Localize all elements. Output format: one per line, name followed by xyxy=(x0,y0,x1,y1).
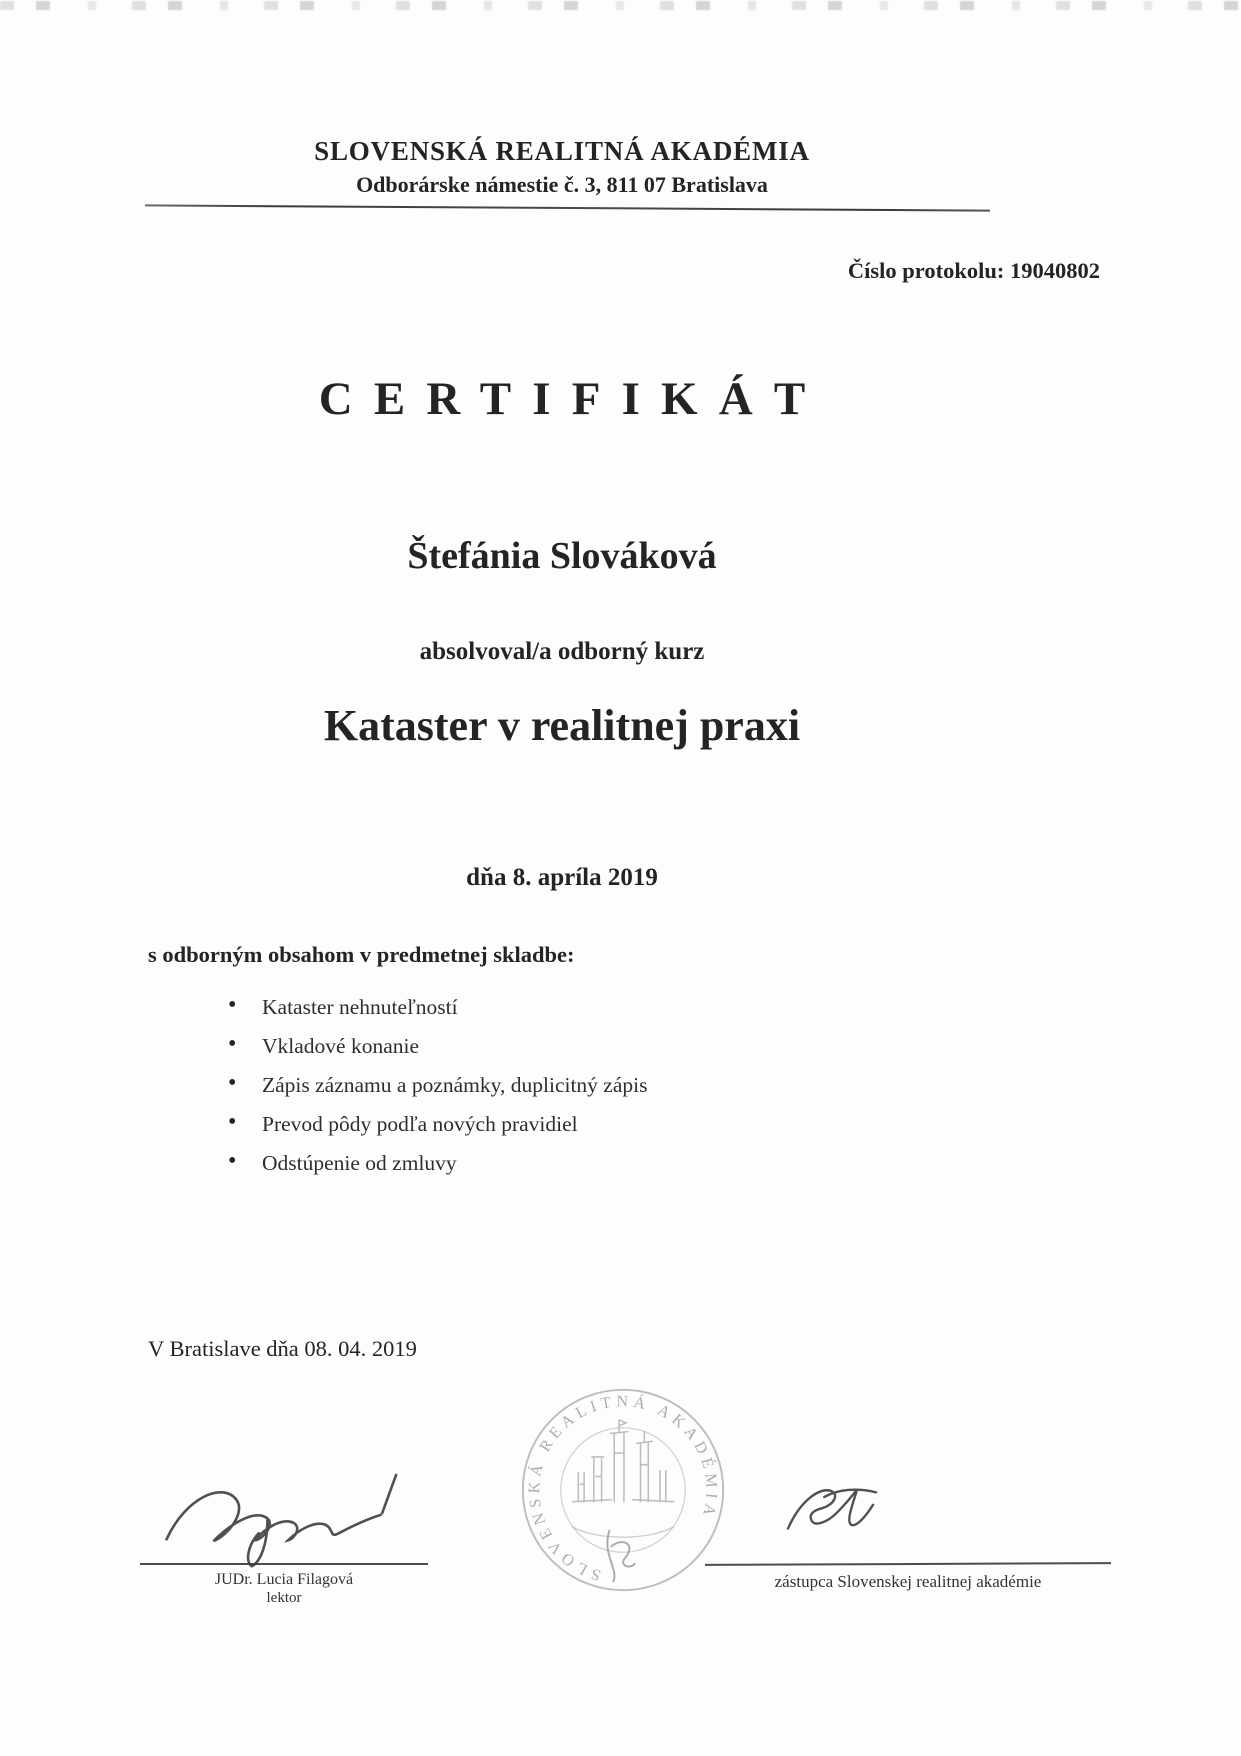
certificate-title xyxy=(0,372,1124,426)
topic-item: • Kataster nehnuteľností xyxy=(228,996,647,1018)
course-title: Kataster v realitnej praxi xyxy=(323,701,801,750)
topics-list xyxy=(228,996,647,1191)
recipient-name: Štefánia Slováková xyxy=(407,535,717,577)
course-date: dňa 8. apríla 2019 xyxy=(466,864,658,891)
protocol-number: Číslo protokolu: 19040802 xyxy=(847,258,1100,283)
signature-line xyxy=(705,1562,1111,1566)
stamp-text: SLOVENSKÁ REALITNÁ AKADÉMIA xyxy=(526,1393,721,1584)
org-address: Odborárske námestie č. 3, 811 07 Bratislava xyxy=(356,172,768,197)
completion-text: absolvoval/a odborný kurz xyxy=(419,638,705,665)
zastupca-handwritten-signature xyxy=(777,1462,895,1562)
stamp-ribbon xyxy=(572,1527,673,1537)
academy-stamp-icon xyxy=(516,1383,730,1597)
lektor-name: JUDr. Lucia Filagová xyxy=(214,1571,354,1588)
zastupca-role: zástupca Slovenskej realitnej akadémie xyxy=(774,1572,1042,1591)
place-date: V Bratislave dňa 08. 04. 2019 xyxy=(148,1336,417,1361)
org-name: SLOVENSKÁ REALITNÁ AKADÉMIA xyxy=(314,136,810,166)
svg-text:SLOVENSKÁ REALITNÁ AKADÉMIA xyxy=(525,1392,720,1584)
topic-item: • Zápis záznamu a poznámky, duplicitný zápis xyxy=(228,1074,647,1096)
topic-item: • Odstúpenie od zmluvy xyxy=(228,1152,647,1174)
topic-item: • Prevod pôdy podľa nových pravidiel xyxy=(228,1113,647,1135)
scan-noise-strip xyxy=(0,1,1241,10)
lektor-role: lektor xyxy=(266,1590,302,1606)
stamp-bottom-scrawl xyxy=(607,1531,634,1582)
stamp-building-icon xyxy=(572,1420,673,1502)
certificate-title-text: CERTIFIKÁT xyxy=(318,373,827,425)
content-intro: s odborným obsahom v predmetnej skladbe: xyxy=(148,942,575,967)
header-rule xyxy=(145,204,990,211)
lektor-handwritten-signature xyxy=(152,1468,428,1568)
topic-item: • Vkladové konanie xyxy=(228,1035,647,1057)
lektor-signature-block xyxy=(140,1462,428,1607)
zastupca-signature-block xyxy=(705,1460,1111,1592)
